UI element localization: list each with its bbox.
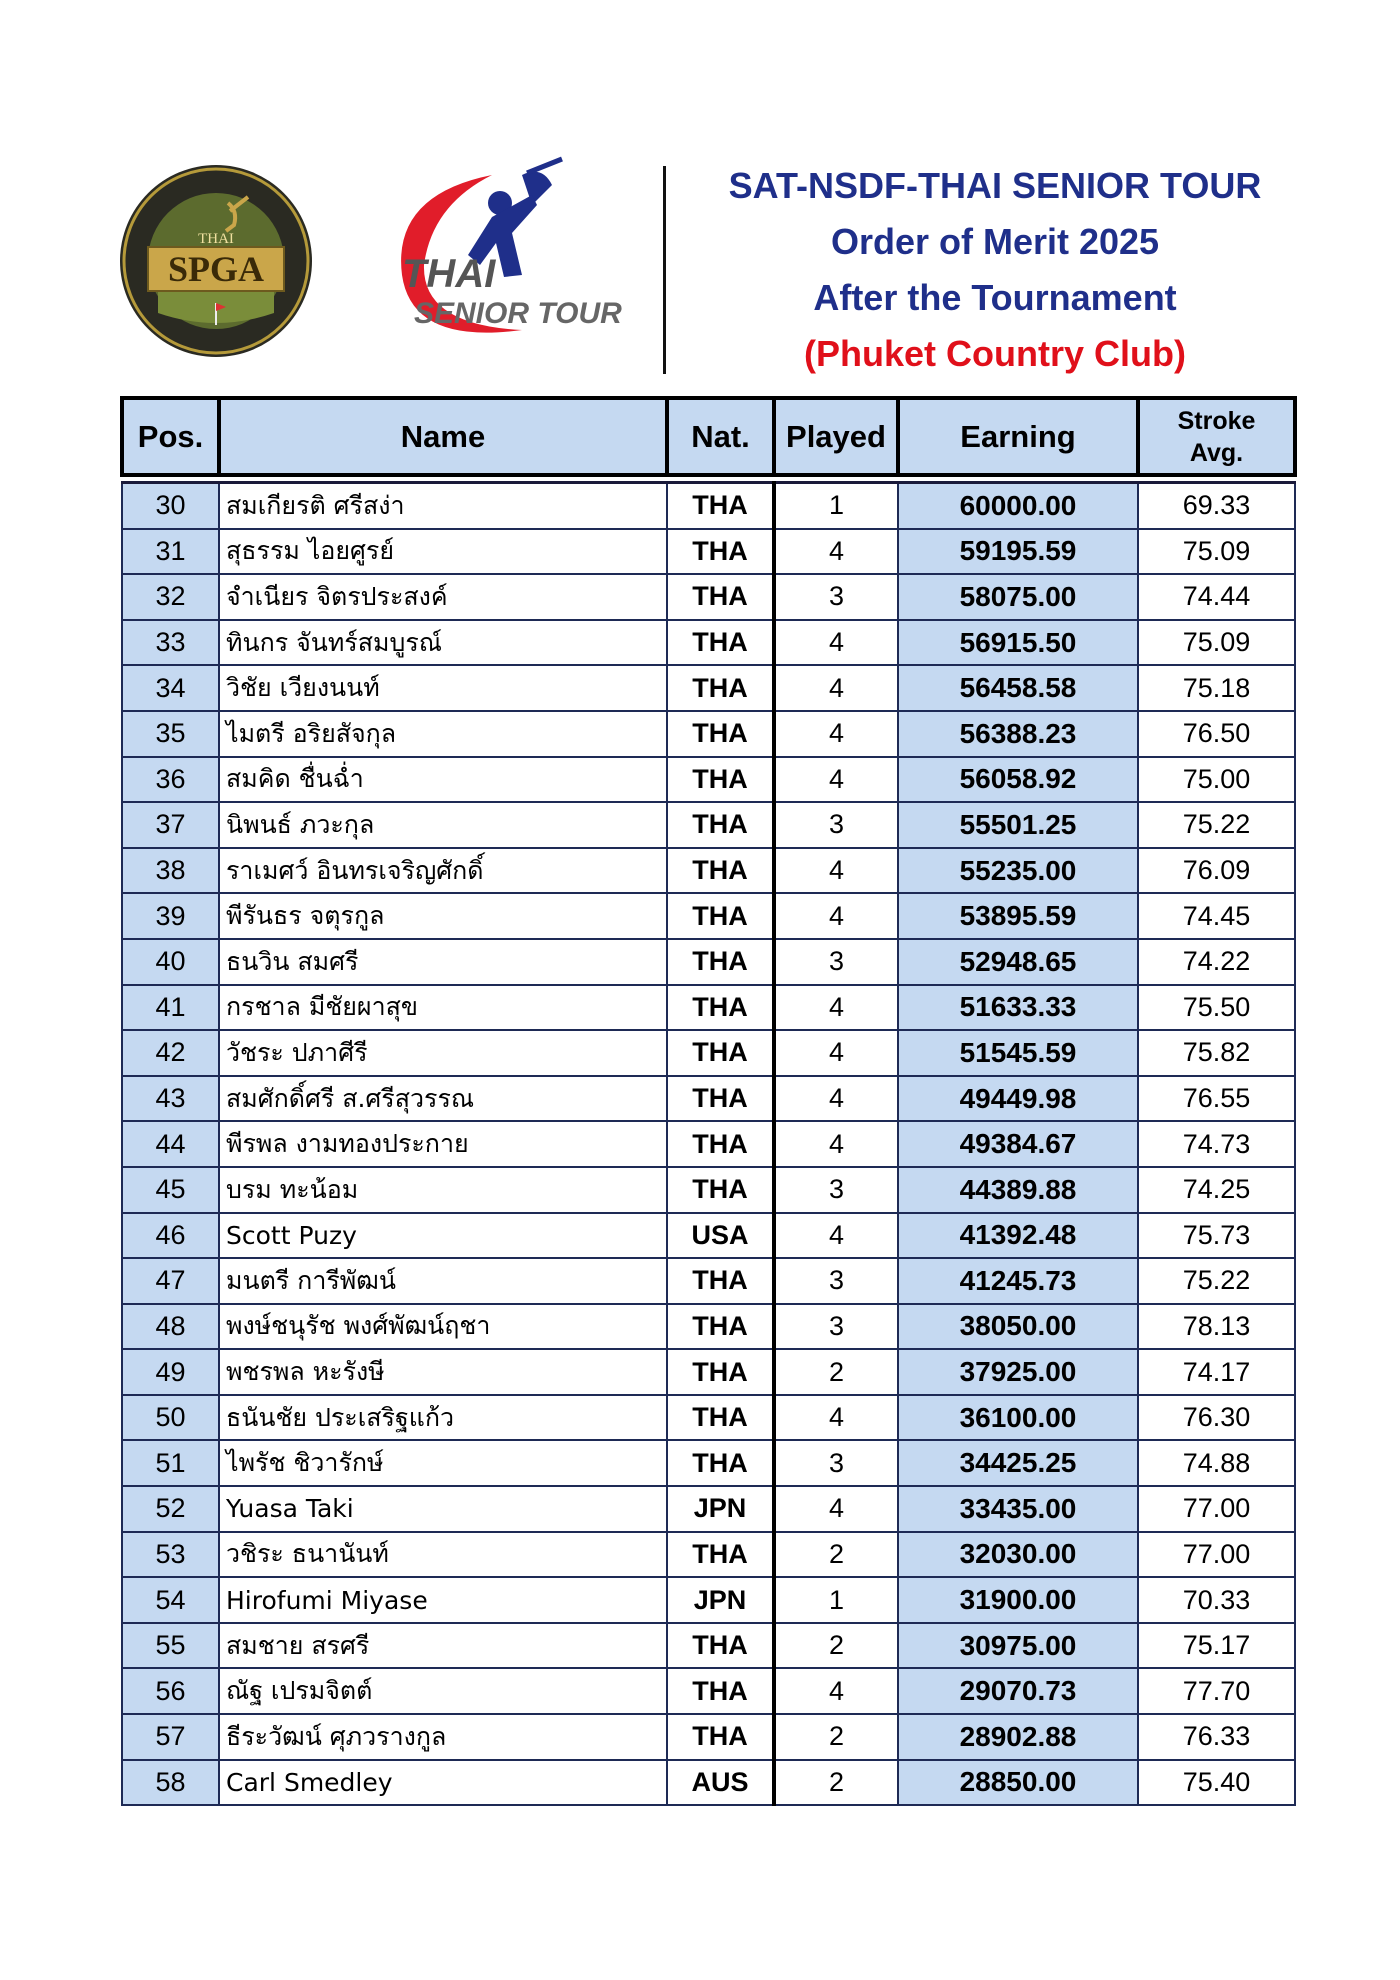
cell-pos: 42 [122, 1030, 219, 1076]
cell-earning: 37925.00 [898, 1349, 1138, 1395]
cell-avg: 75.17 [1138, 1623, 1295, 1669]
cell-avg: 76.55 [1138, 1076, 1295, 1122]
cell-earning: 53895.59 [898, 893, 1138, 939]
cell-played: 3 [774, 1440, 898, 1486]
cell-played: 4 [774, 757, 898, 803]
table-row [122, 1167, 1295, 1213]
cell-pos: 56 [122, 1668, 219, 1714]
cell-avg: 70.33 [1138, 1577, 1295, 1623]
cell-avg: 74.22 [1138, 939, 1295, 985]
cell-nat: THA [667, 1668, 774, 1714]
cell-avg: 74.25 [1138, 1167, 1295, 1213]
cell-played: 1 [774, 1577, 898, 1623]
cell-pos: 31 [122, 529, 219, 575]
logo-spga-text: SPGA [167, 249, 265, 289]
cell-pos: 34 [122, 665, 219, 711]
cell-earning: 44389.88 [898, 1167, 1138, 1213]
cell-earning: 52948.65 [898, 939, 1138, 985]
table-row [122, 1532, 1295, 1578]
thai-senior-tour-logo [372, 155, 634, 345]
cell-played: 4 [774, 529, 898, 575]
cell-played: 2 [774, 1760, 898, 1806]
cell-avg: 76.09 [1138, 848, 1295, 894]
cell-played: 2 [774, 1349, 898, 1395]
cell-earning: 56915.50 [898, 620, 1138, 666]
col-played-header: Played [774, 398, 898, 475]
cell-earning: 32030.00 [898, 1532, 1138, 1578]
cell-name: วชิระ ธนานันท์ [219, 1532, 667, 1578]
cell-pos: 55 [122, 1623, 219, 1669]
cell-nat: THA [667, 1076, 774, 1122]
col-name-header: Name [219, 398, 667, 475]
cell-earning: 60000.00 [898, 483, 1138, 529]
cell-nat: JPN [667, 1486, 774, 1532]
cell-avg: 75.09 [1138, 529, 1295, 575]
cell-pos: 38 [122, 848, 219, 894]
cell-nat: THA [667, 1714, 774, 1760]
table-row [122, 985, 1295, 1031]
cell-avg: 75.40 [1138, 1760, 1295, 1806]
cell-pos: 45 [122, 1167, 219, 1213]
cell-played: 3 [774, 1167, 898, 1213]
cell-earning: 51633.33 [898, 985, 1138, 1031]
cell-nat: THA [667, 757, 774, 803]
cell-avg: 74.44 [1138, 574, 1295, 620]
cell-played: 2 [774, 1623, 898, 1669]
cell-nat: THA [667, 1304, 774, 1350]
cell-pos: 53 [122, 1532, 219, 1578]
cell-nat: THA [667, 1258, 774, 1304]
cell-avg: 77.00 [1138, 1486, 1295, 1532]
cell-pos: 44 [122, 1121, 219, 1167]
cell-pos: 37 [122, 802, 219, 848]
cell-name: วัชระ ปภาศีรี [219, 1030, 667, 1076]
cell-avg: 76.30 [1138, 1395, 1295, 1441]
cell-avg: 75.22 [1138, 802, 1295, 848]
cell-avg: 75.09 [1138, 620, 1295, 666]
cell-nat: THA [667, 1121, 774, 1167]
cell-pos: 58 [122, 1760, 219, 1806]
cell-played: 3 [774, 1304, 898, 1350]
cell-earning: 38050.00 [898, 1304, 1138, 1350]
cell-pos: 43 [122, 1076, 219, 1122]
cell-nat: THA [667, 939, 774, 985]
cell-nat: THA [667, 1440, 774, 1486]
table-row [122, 1760, 1295, 1806]
cell-earning: 55501.25 [898, 802, 1138, 848]
cell-earning: 56388.23 [898, 711, 1138, 757]
cell-earning: 49384.67 [898, 1121, 1138, 1167]
cell-earning: 55235.00 [898, 848, 1138, 894]
table-body [122, 483, 1295, 1806]
table-row [122, 1258, 1295, 1304]
cell-played: 4 [774, 1030, 898, 1076]
table-row [122, 1623, 1295, 1669]
cell-pos: 40 [122, 939, 219, 985]
table-row [122, 665, 1295, 711]
cell-earning: 49449.98 [898, 1076, 1138, 1122]
cell-avg: 75.73 [1138, 1213, 1295, 1259]
cell-earning: 28850.00 [898, 1760, 1138, 1806]
cell-earning: 41392.48 [898, 1213, 1138, 1259]
cell-nat: THA [667, 574, 774, 620]
table-row [122, 1121, 1295, 1167]
cell-nat: THA [667, 1532, 774, 1578]
cell-earning: 56458.58 [898, 665, 1138, 711]
cell-name: วิชัย เวียงนนท์ [219, 665, 667, 711]
table-row [122, 1304, 1295, 1350]
cell-avg: 69.33 [1138, 483, 1295, 529]
thai-spga-logo [118, 163, 314, 359]
cell-nat: THA [667, 985, 774, 1031]
col-earning-header: Earning [898, 398, 1138, 475]
cell-name: ธีระวัฒน์ ศุภวรางกูล [219, 1714, 667, 1760]
col-nat-header: Nat. [667, 398, 774, 475]
cell-pos: 49 [122, 1349, 219, 1395]
tour-title: SAT-NSDF-THAI SENIOR TOUR [728, 165, 1262, 206]
cell-nat: THA [667, 1167, 774, 1213]
cell-name: ณัฐ เปรมจิตต์ [219, 1668, 667, 1714]
cell-name: สมชาย สรศรี [219, 1623, 667, 1669]
cell-pos: 54 [122, 1577, 219, 1623]
cell-played: 4 [774, 1076, 898, 1122]
cell-played: 4 [774, 985, 898, 1031]
table-row [122, 757, 1295, 803]
venue-title: (Phuket Country Club) [804, 333, 1186, 374]
cell-avg: 78.13 [1138, 1304, 1295, 1350]
cell-nat: THA [667, 1349, 774, 1395]
cell-nat: THA [667, 1623, 774, 1669]
cell-name: พีรพล งามทองประกาย [219, 1121, 667, 1167]
cell-played: 4 [774, 665, 898, 711]
cell-pos: 57 [122, 1714, 219, 1760]
logo-tst-line2: SENIOR TOUR [414, 297, 622, 330]
cell-name: สุธรรม ไอยศูรย์ [219, 529, 667, 575]
cell-played: 4 [774, 893, 898, 939]
cell-avg: 75.50 [1138, 985, 1295, 1031]
table-row [122, 483, 1295, 529]
cell-played: 1 [774, 483, 898, 529]
cell-name: Scott Puzy [219, 1213, 667, 1259]
table-row [122, 620, 1295, 666]
cell-name: ธนวิน สมศรี [219, 939, 667, 985]
cell-name: สมคิด ชื่นฉ่ำ [219, 757, 667, 803]
cell-played: 4 [774, 1213, 898, 1259]
cell-pos: 48 [122, 1304, 219, 1350]
cell-name: ไพรัช ชิวารักษ์ [219, 1440, 667, 1486]
cell-earning: 51545.59 [898, 1030, 1138, 1076]
cell-avg: 77.70 [1138, 1668, 1295, 1714]
cell-played: 4 [774, 711, 898, 757]
cell-name: ทินกร จันทร์สมบูรณ์ [219, 620, 667, 666]
cell-played: 3 [774, 802, 898, 848]
table-row [122, 1349, 1295, 1395]
cell-name: ราเมศว์ อินทรเจริญศักดิ์ [219, 848, 667, 894]
cell-played: 4 [774, 1121, 898, 1167]
cell-avg: 75.82 [1138, 1030, 1295, 1076]
order-of-merit-table [120, 396, 1297, 1806]
cell-name: สมเกียรติ ศรีสง่า [219, 483, 667, 529]
stroke-label: Stroke [1177, 406, 1256, 435]
logo-tst-line1: THAI [402, 252, 496, 296]
cell-played: 4 [774, 1395, 898, 1441]
cell-played: 4 [774, 1668, 898, 1714]
cell-pos: 50 [122, 1395, 219, 1441]
cell-earning: 59195.59 [898, 529, 1138, 575]
cell-played: 4 [774, 620, 898, 666]
cell-nat: THA [667, 711, 774, 757]
cell-name: สมศักดิ์ศรี ส.ศรีสุวรรณ [219, 1076, 667, 1122]
after-tournament-title: After the Tournament [813, 277, 1177, 318]
col-stroke-avg-header [1138, 398, 1295, 475]
cell-nat: THA [667, 1030, 774, 1076]
avg-label: Avg. [1189, 438, 1244, 467]
cell-pos: 39 [122, 893, 219, 939]
table-row [122, 802, 1295, 848]
header-divider [663, 166, 666, 374]
cell-earning: 29070.73 [898, 1668, 1138, 1714]
cell-name: พชรพล หะรังษี [219, 1349, 667, 1395]
table-row [122, 574, 1295, 620]
cell-name: Yuasa Taki [219, 1486, 667, 1532]
cell-name: กรชาล มีชัยผาสุข [219, 985, 667, 1031]
cell-nat: USA [667, 1213, 774, 1259]
cell-pos: 51 [122, 1440, 219, 1486]
cell-pos: 36 [122, 757, 219, 803]
table-row [122, 848, 1295, 894]
header-titles [680, 158, 1310, 382]
cell-avg: 76.50 [1138, 711, 1295, 757]
cell-nat: THA [667, 1395, 774, 1441]
cell-avg: 74.88 [1138, 1440, 1295, 1486]
cell-nat: THA [667, 529, 774, 575]
cell-name: พีรันธร จตุรกูล [219, 893, 667, 939]
cell-earning: 56058.92 [898, 757, 1138, 803]
cell-earning: 28902.88 [898, 1714, 1138, 1760]
cell-nat: THA [667, 620, 774, 666]
cell-nat: THA [667, 483, 774, 529]
cell-pos: 30 [122, 483, 219, 529]
table-row [122, 939, 1295, 985]
cell-nat: THA [667, 848, 774, 894]
cell-nat: THA [667, 802, 774, 848]
cell-pos: 41 [122, 985, 219, 1031]
cell-avg: 75.00 [1138, 757, 1295, 803]
cell-name: บรม ทะน้อม [219, 1167, 667, 1213]
cell-name: พงษ์ชนุรัช พงศ์พัฒน์ฤชา [219, 1304, 667, 1350]
cell-nat: THA [667, 893, 774, 939]
cell-pos: 47 [122, 1258, 219, 1304]
cell-pos: 52 [122, 1486, 219, 1532]
table-row [122, 529, 1295, 575]
cell-played: 3 [774, 574, 898, 620]
table-row [122, 1076, 1295, 1122]
cell-name: Carl Smedley [219, 1760, 667, 1806]
cell-played: 3 [774, 939, 898, 985]
cell-played: 2 [774, 1532, 898, 1578]
cell-earning: 36100.00 [898, 1395, 1138, 1441]
table-row [122, 1714, 1295, 1760]
cell-played: 4 [774, 1486, 898, 1532]
table-header-row [122, 398, 1295, 475]
cell-pos: 33 [122, 620, 219, 666]
cell-pos: 35 [122, 711, 219, 757]
cell-name: ธนันชัย ประเสริฐแก้ว [219, 1395, 667, 1441]
cell-pos: 46 [122, 1213, 219, 1259]
order-of-merit-title: Order of Merit 2025 [830, 221, 1160, 262]
cell-name: จำเนียร จิตรประสงค์ [219, 574, 667, 620]
cell-name: ไมตรี อริยสัจกุล [219, 711, 667, 757]
table-row [122, 1440, 1295, 1486]
table-row [122, 1668, 1295, 1714]
cell-avg: 74.73 [1138, 1121, 1295, 1167]
table-row [122, 1395, 1295, 1441]
table-row [122, 1213, 1295, 1259]
cell-earning: 33435.00 [898, 1486, 1138, 1532]
cell-earning: 41245.73 [898, 1258, 1138, 1304]
table-row [122, 1577, 1295, 1623]
cell-avg: 74.45 [1138, 893, 1295, 939]
cell-played: 2 [774, 1714, 898, 1760]
cell-avg: 77.00 [1138, 1532, 1295, 1578]
cell-earning: 34425.25 [898, 1440, 1138, 1486]
cell-earning: 30975.00 [898, 1623, 1138, 1669]
cell-name: นิพนธ์ ภวะกุล [219, 802, 667, 848]
col-pos-header: Pos. [122, 398, 219, 475]
cell-nat: THA [667, 665, 774, 711]
cell-played: 4 [774, 848, 898, 894]
logo-spga-small: THAI [198, 231, 234, 247]
cell-avg: 75.22 [1138, 1258, 1295, 1304]
cell-pos: 32 [122, 574, 219, 620]
cell-played: 3 [774, 1258, 898, 1304]
table-row [122, 1030, 1295, 1076]
cell-earning: 58075.00 [898, 574, 1138, 620]
cell-nat: AUS [667, 1760, 774, 1806]
cell-name: มนตรี การีพัฒน์ [219, 1258, 667, 1304]
table-row [122, 893, 1295, 939]
cell-avg: 74.17 [1138, 1349, 1295, 1395]
cell-earning: 31900.00 [898, 1577, 1138, 1623]
cell-avg: 76.33 [1138, 1714, 1295, 1760]
cell-avg: 75.18 [1138, 665, 1295, 711]
table-row [122, 711, 1295, 757]
cell-nat: JPN [667, 1577, 774, 1623]
table-row [122, 1486, 1295, 1532]
cell-name: Hirofumi Miyase [219, 1577, 667, 1623]
